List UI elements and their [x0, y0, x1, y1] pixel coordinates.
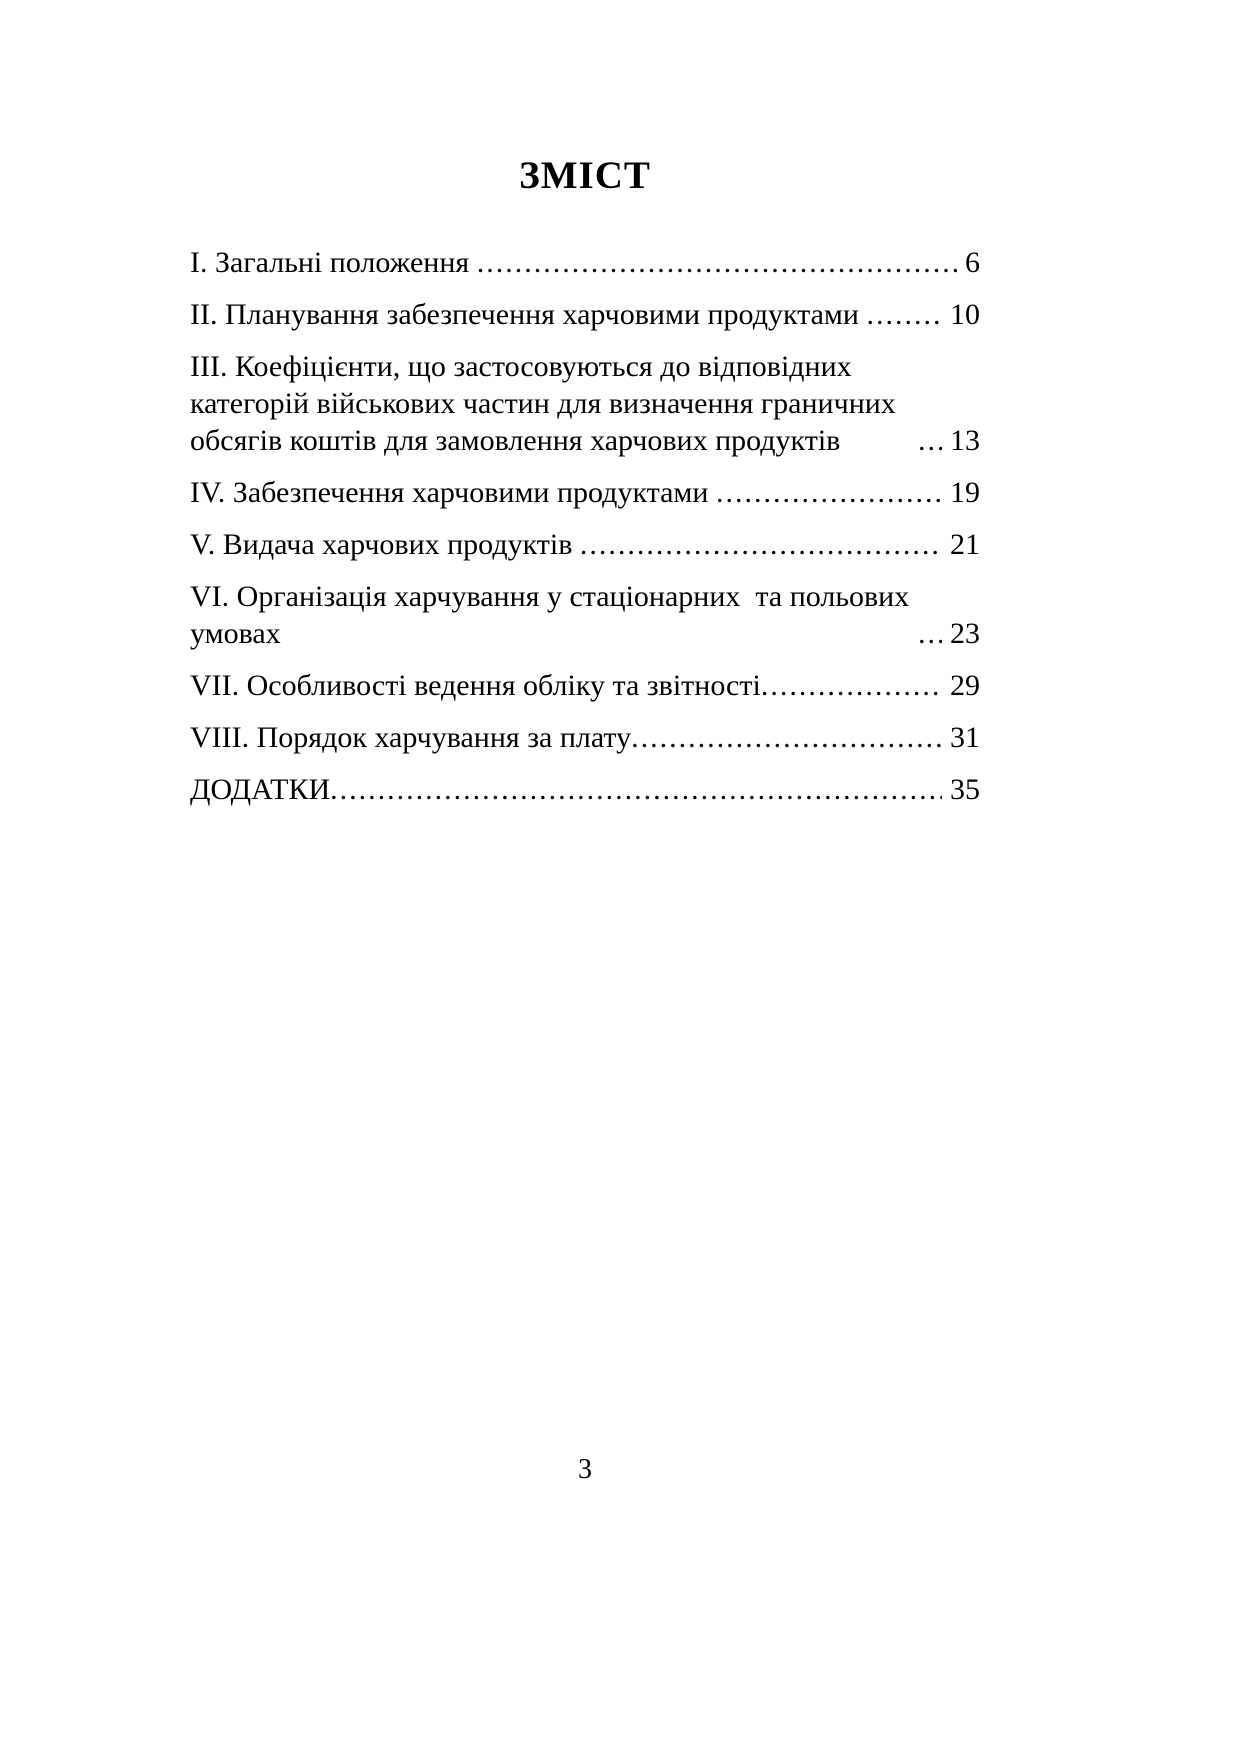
toc-entry-label: V. Видача харчових продуктів	[190, 528, 580, 561]
toc-leader-dots	[477, 244, 957, 281]
toc-entry	[190, 474, 980, 511]
footer-page-number: 3	[578, 1454, 592, 1485]
toc-entry-label: III. Коефіцієнти, що застосовуються до відповідних категорій військових частин для визначення граничних обсягів коштів для замовлення харчових продуктів	[190, 350, 904, 457]
toc-entry	[190, 526, 980, 563]
toc-entry-label: II. Планування забезпечення харчовими продуктами	[190, 298, 867, 331]
toc-entry	[190, 578, 980, 652]
toc-entry-label: VI. Організація харчування у стаціонарних та польових умовах	[190, 580, 917, 650]
toc-entry-page: 29	[950, 669, 980, 702]
toc-entry-label: VII. Особливості ведення обліку та звітності	[190, 669, 761, 702]
toc-entry-label: IV. Забезпечення харчовими продуктами	[190, 476, 716, 509]
toc-entry-page: 21	[950, 528, 980, 561]
toc-leader-dots	[918, 422, 942, 459]
toc-entry-page: 31	[950, 721, 980, 754]
toc-leader-dots	[330, 771, 942, 808]
table-of-contents	[190, 244, 980, 808]
toc-entry-label: ДОДАТКИ	[190, 773, 331, 806]
toc-entry-page: 19	[950, 476, 980, 509]
toc-entry-page: 23	[950, 617, 980, 650]
page-content	[190, 152, 980, 823]
toc-entry-page: 6	[965, 246, 980, 279]
toc-entry-page: 13	[950, 424, 980, 457]
toc-entry-page: 10	[950, 298, 980, 331]
page-title: ЗМІСТ	[519, 154, 651, 197]
toc-entry	[190, 667, 980, 704]
toc-entry-page: 35	[950, 773, 980, 806]
toc-entry	[190, 244, 980, 281]
toc-entry-label: VIII. Порядок харчування за плату	[190, 721, 632, 754]
toc-entry	[190, 348, 980, 459]
toc-entry-label: I. Загальні положення	[190, 246, 477, 279]
toc-entry	[190, 771, 980, 808]
toc-entry	[190, 719, 980, 756]
toc-leader-dots	[761, 667, 942, 704]
toc-leader-dots	[631, 719, 942, 756]
toc-leader-dots	[716, 474, 942, 511]
toc-leader-dots	[918, 615, 942, 652]
toc-entry	[190, 296, 980, 333]
toc-leader-dots	[580, 526, 942, 563]
toc-leader-dots	[866, 296, 942, 333]
